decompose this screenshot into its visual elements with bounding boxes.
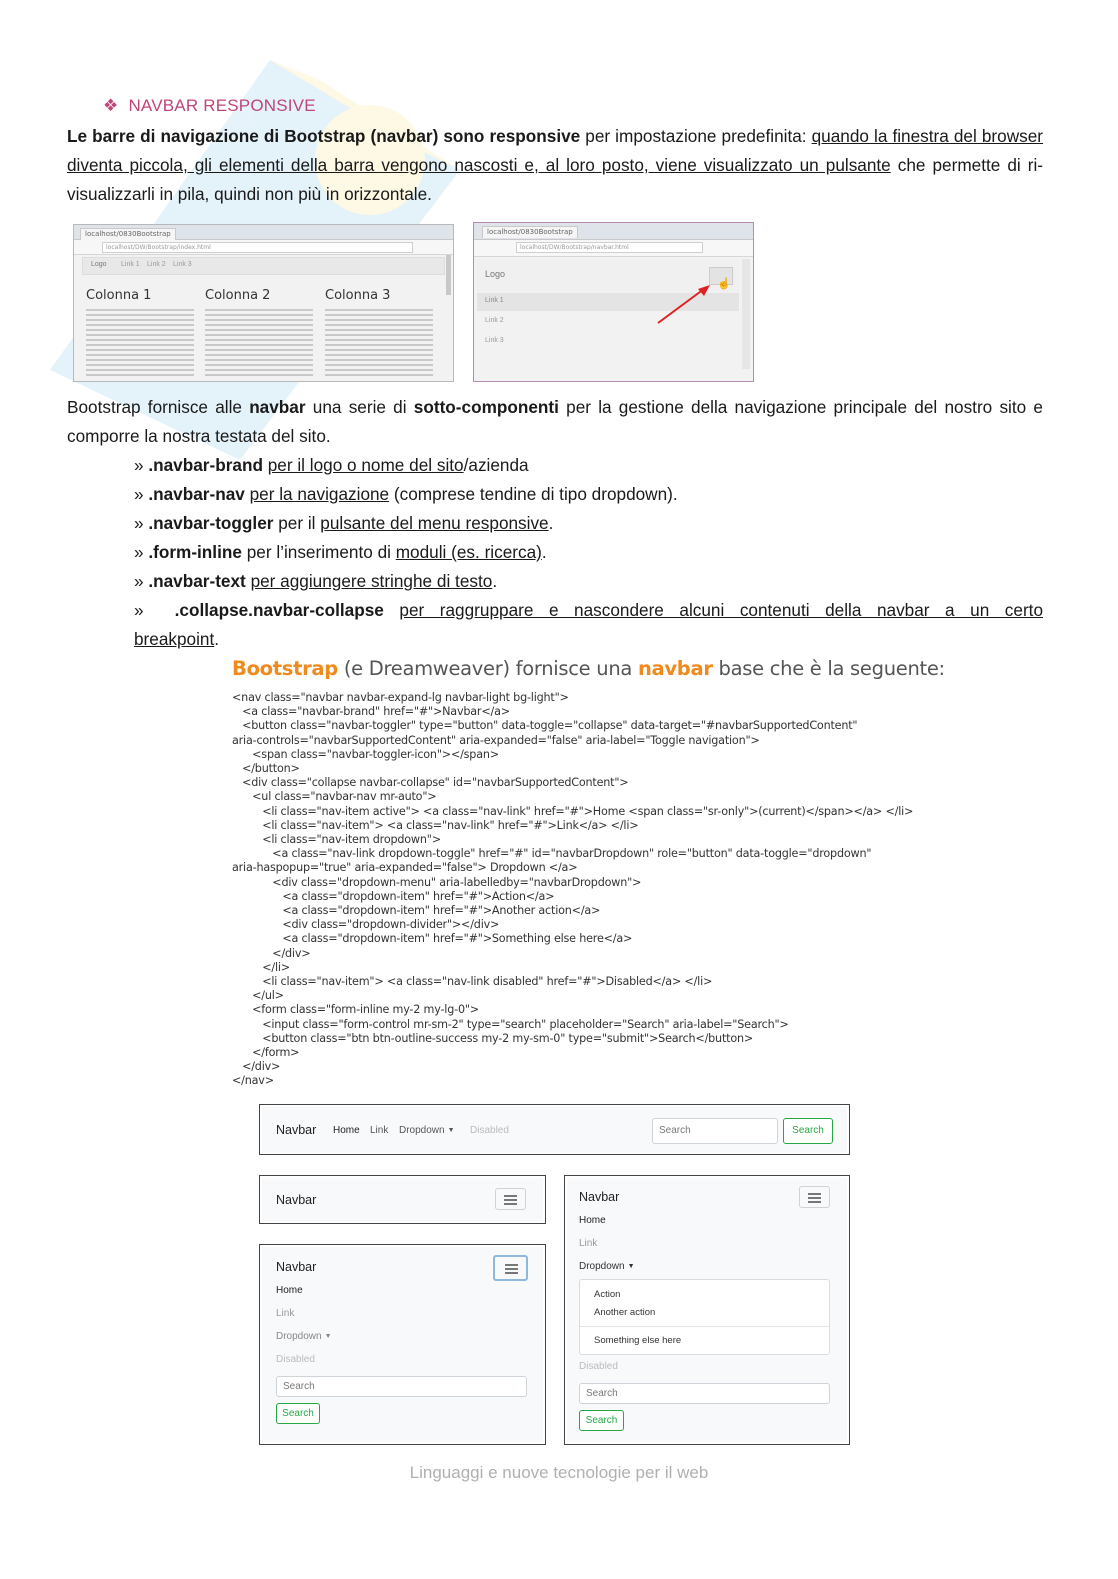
- code-line: <a class="navbar-brand" href="#">Navbar</a>: [232, 705, 510, 719]
- code-title: Bootstrap (e Dreamweaver) fornisce una navbar base che è la seguente:: [232, 657, 945, 680]
- placeholder-text-lines: [86, 309, 194, 379]
- code-line: aria-haspopup="true" aria-expanded="false"> Dropdown </a>: [232, 861, 578, 875]
- code-line: </ul>: [232, 989, 284, 1003]
- nav-link-link[interactable]: Link: [370, 1125, 389, 1136]
- nav-link-disabled: Disabled: [276, 1354, 315, 1365]
- code-line: <a class="dropdown-item" href="#">Action</a>: [232, 889, 555, 903]
- code-line: <input class="form-control mr-sm-2" type="search" placeholder="Search" aria-label="Search">: [232, 1017, 789, 1031]
- column-title: Colonna 1: [86, 288, 152, 303]
- column-title: Colonna 3: [325, 288, 391, 303]
- scrollbar: [742, 259, 750, 369]
- nav-link-link[interactable]: Link: [579, 1238, 598, 1249]
- list-item: » .collapse.navbar-collapse per raggruppare e nascondere alcuni contenuti della navbar a un certo: [134, 600, 1043, 620]
- code-line: <li class="nav-item active"> <a class="nav-link" href="#">Home <span class="sr-only">(current)</span></a> </li>: [232, 804, 914, 818]
- navbar-brand[interactable]: Navbar: [276, 1260, 317, 1274]
- navbar-brand[interactable]: Navbar: [276, 1193, 317, 1207]
- code-line: <a class="dropdown-item" href="#">Something else here</a>: [232, 932, 633, 946]
- code-line: <div class="collapse navbar-collapse" id="navbarSupportedContent">: [232, 776, 629, 790]
- code-line: </nav>: [232, 1074, 274, 1088]
- code-line: <ul class="navbar-nav mr-auto">: [232, 790, 437, 804]
- nav-link-link[interactable]: Link: [276, 1308, 295, 1319]
- dropdown-item-something-else[interactable]: Something else here: [594, 1335, 682, 1346]
- caret-down-icon: ▼: [324, 1332, 332, 1340]
- code-line: <form class="form-inline my-2 my-lg-0">: [232, 1003, 479, 1017]
- navbar-brand[interactable]: Navbar: [579, 1190, 620, 1204]
- placeholder-text-lines: [205, 309, 313, 379]
- browser-screenshot-wide: [73, 224, 454, 382]
- page-navbar: Logo ☝: [477, 259, 739, 293]
- hamburger-icon: [808, 1193, 821, 1195]
- navbar-demo-mobile-open: [259, 1244, 546, 1445]
- code-line: aria-controls="navbarSupportedContent" aria-expanded="false" aria-label="Toggle navigation">: [232, 733, 760, 747]
- browser-tab: localhost/0830Bootstrap: [80, 228, 176, 240]
- nav-link-disabled: Disabled: [579, 1361, 618, 1372]
- list-item: » .form-inline per l’inserimento di moduli (es. ricerca).: [134, 542, 547, 562]
- code-line: <div class="dropdown-divider"></div>: [232, 918, 500, 932]
- nav-link-home[interactable]: Home: [276, 1285, 303, 1296]
- list-item: » .navbar-nav per la navigazione (comprese tendine di tipo dropdown).: [134, 484, 678, 504]
- intro-paragraph: Le barre di navigazione di Bootstrap (navbar) sono responsive per impostazione predefinita: quando la finestra del browser diventa piccola, gli elementi della barra vengono nascosti e, al loro posto, viene visualizzato un pulsante che permette di ri-visualizzarli in pila, quindi non più in orizzontale.: [67, 126, 1043, 204]
- code-line: <li class="nav-item dropdown">: [232, 833, 441, 847]
- navbar-toggler-button[interactable]: [495, 1188, 526, 1210]
- address-bar: localhost/DW/Bootstrap/navbar.html: [516, 242, 703, 253]
- code-line: <li class="nav-item"> <a class="nav-link" href="#">Link</a> </li>: [232, 818, 639, 832]
- code-line: </div>: [232, 946, 311, 960]
- nav-link-disabled: Disabled: [470, 1125, 509, 1136]
- hamburger-icon: [505, 1264, 518, 1266]
- dropdown-divider: [580, 1326, 829, 1327]
- code-line: <button class="btn btn-outline-success my-2 my-sm-0" type="submit">Search</button>: [232, 1031, 754, 1045]
- navbar-demo-dropdown-open: [564, 1175, 850, 1445]
- page-navbar: Logo Link 1 Link 2 Link 3: [82, 257, 445, 275]
- column-title: Colonna 2: [205, 288, 271, 303]
- nav-link-home[interactable]: Home: [579, 1215, 606, 1226]
- code-block: [232, 691, 913, 1089]
- address-bar: localhost/DW/Bootstrap/index.html: [102, 242, 413, 253]
- code-line: </div>: [232, 1060, 281, 1074]
- code-line: <nav class="navbar navbar-expand-lg navbar-light bg-light">: [232, 691, 569, 704]
- search-button[interactable]: Search: [783, 1118, 833, 1144]
- search-button[interactable]: Search: [579, 1410, 624, 1431]
- code-line: <a class="dropdown-item" href="#">Another action</a>: [232, 904, 601, 918]
- hamburger-icon: [504, 1195, 517, 1197]
- browser-screenshot-narrow: localhost/0830Bootstrap localhost/DW/Bootstrap/navbar.html Logo ☝ Link 1 Link 2 Link 3: [473, 222, 754, 382]
- subcomponents-list: » .navbar-brand per il logo o nome del sito/azienda » .navbar-nav per la navigazione (comprese tendine di tipo dropdown). » .navbar-toggler per il pulsante del menu responsive. » .form-inline per l’inserimento di moduli (es. ricerca). » .navbar-text per aggiungere stringhe di testo. » .collapse.navbar-collapse per raggruppare e nascondere alcuni contenuti della navbar a un certo breakpoint.: [134, 451, 1043, 654]
- components-paragraph: Bootstrap fornisce alle navbar una serie di sotto-componenti per la gestione della navigazione principale del nostro sito e comporre la nostra testata del sito.: [67, 397, 1043, 446]
- search-input[interactable]: Search: [276, 1376, 527, 1397]
- code-line: <li class="nav-item"> <a class="nav-link disabled" href="#">Disabled</a> </li>: [232, 975, 713, 989]
- dropdown-item-action[interactable]: Action: [594, 1289, 621, 1300]
- scrollbar: [446, 255, 451, 295]
- diamond-bullet-icon: ❖: [103, 96, 119, 115]
- code-line: </button>: [232, 762, 300, 776]
- code-line: <span class="navbar-toggler-icon"></span>: [232, 747, 499, 761]
- navbar-brand[interactable]: Navbar: [276, 1123, 317, 1137]
- caret-down-icon: ▼: [447, 1126, 455, 1134]
- search-input[interactable]: Search: [579, 1383, 830, 1404]
- list-item: » .navbar-brand per il logo o nome del sito/azienda: [134, 455, 529, 475]
- nav-link-dropdown[interactable]: Dropdown ▼: [579, 1261, 635, 1272]
- navbar-toggler-button[interactable]: [493, 1255, 528, 1281]
- placeholder-text-lines: [325, 309, 433, 379]
- dropdown-item-another-action[interactable]: Another action: [594, 1307, 656, 1318]
- nav-link-dropdown[interactable]: Dropdown ▼: [399, 1125, 455, 1136]
- page-footer: Linguaggi e nuove tecnologie per il web: [409, 1463, 709, 1482]
- search-input[interactable]: Search: [652, 1118, 778, 1144]
- caret-down-icon: ▼: [627, 1262, 635, 1270]
- code-line: <a class="nav-link dropdown-toggle" href="#" id="navbarDropdown" role="button" data-toggle="dropdown": [232, 847, 872, 861]
- list-item: » .navbar-text per aggiungere stringhe di testo.: [134, 571, 498, 591]
- code-line: </form>: [232, 1046, 300, 1060]
- navbar-demo-collapsed: [259, 1175, 546, 1224]
- nav-link-home[interactable]: Home: [333, 1125, 360, 1136]
- cursor-hand-icon: ☝: [717, 278, 731, 290]
- section-heading: ❖ NAVBAR RESPONSIVE: [103, 96, 316, 115]
- navbar-demo-expanded: [259, 1104, 850, 1155]
- nav-link-dropdown[interactable]: Dropdown ▼: [276, 1331, 332, 1342]
- code-line: <div class="dropdown-menu" aria-labelledby="navbarDropdown">: [232, 875, 642, 889]
- browser-tab: localhost/0830Bootstrap: [482, 226, 578, 238]
- list-item: » .navbar-toggler per il pulsante del menu responsive.: [134, 513, 554, 533]
- code-line: </li>: [232, 960, 290, 974]
- dropdown-menu: [579, 1279, 830, 1355]
- navbar-toggler-button[interactable]: [799, 1186, 830, 1208]
- search-button[interactable]: Search: [276, 1403, 320, 1424]
- code-line: <button class="navbar-toggler" type="button" data-toggle="collapse" data-target="#navbarSupportedContent": [232, 719, 858, 733]
- red-arrow-icon: [654, 281, 714, 326]
